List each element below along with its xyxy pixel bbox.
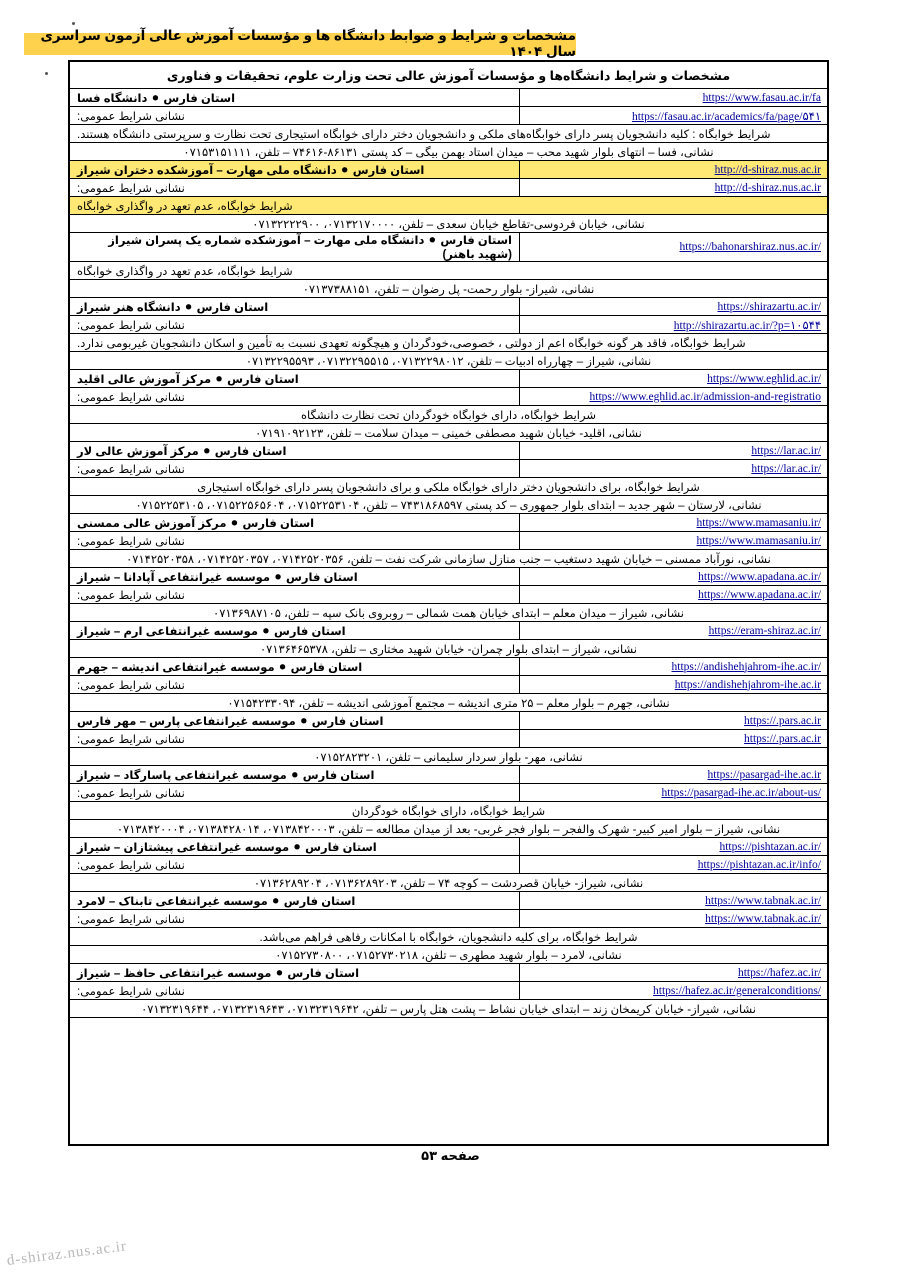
entry-title: استان فارس ⚫ دانشگاه هنر شیراز [77,301,269,314]
entry-title: استان فارس ⚫ دانشگاه فسا [77,92,236,105]
entry-url-link[interactable]: https://lar.ac.ir/ [751,444,821,457]
entry-detail-text: شرایط خوابگاه : کلیه دانشجویان پسر دارای خوابگاه‌های ملکی و دانشجویان دختر دارای خوابگاه استیجاری تحت نظارت و سرپرستی دانشگاه هستند. [77,128,771,141]
table-row [70,143,827,161]
entry-detail-text: نشانی، شیراز – ابتدای بلوار چمران- خیابان شهید مختاری – تلفن، ۰۷۱۳۶۴۶۵۳۷۸ [260,643,637,656]
entry-detail-text: شرایط خوابگاه، برای کلیه دانشجویان، خوابگاه با امکانات رفاهی فراهم می‌باشد. [259,931,638,944]
table-row [70,892,827,910]
entry-url-link[interactable]: https://www.fasau.ac.ir/fa [702,91,821,104]
entry-title: استان فارس ⚫ موسسه غیرانتفاعی پارس – مهر فارس [77,715,384,728]
terms-url-link[interactable]: https://www.tabnak.ac.ir/ [705,912,821,925]
university-table [68,60,829,1146]
table-row [70,946,827,964]
entry-title: استان فارس ⚫ مرکز آموزش عالی اقلید [77,373,299,386]
entry-title: استان فارس ⚫ موسسه غیرانتفاعی ارم – شیراز [77,625,346,638]
entry-detail-text: نشانی، لارستان – شهر جدید – ابتدای بلوار جمهوری – کد پستی ۷۴۳۱۸۶۸۵۹۷ – تلفن، ۰۷۱۵۲۲۵۳۱۰۴، ۰۷۱۵۲۲۵۶۵۶۰۴، ۰۷۱۵۲۲۵۳۱۰۵ [135,499,762,512]
entry-detail-text: نشانی، خیابان فردوسی-تقاطع خیابان سعدی – تلفن، ۰۷۱۳۲۱۷۰۰۰۰، ۰۷۱۳۲۲۲۲۹۰۰ [252,218,645,231]
entry-title: استان فارس ⚫ موسسه غیرانتفاعی اندیشه – جهرم [77,661,363,674]
terms-url-cell [519,460,827,477]
entry-url-cell [519,370,827,387]
table-row [70,640,827,658]
terms-url-cell [519,586,827,603]
entry-detail-text: شرایط خوابگاه، برای دانشجویان دختر دارای خوابگاه ملکی و برای دانشجویان پسر دارای خوابگاه استیجاری [197,481,700,494]
entry-url-cell [519,712,827,729]
terms-url-link[interactable]: http://d-shiraz.nus.ac.ir [714,181,821,194]
entry-url-link[interactable]: https://eram-shiraz.ac.ir/ [708,624,821,637]
table-row [70,280,827,298]
general-terms-label: نشانی شرایط عمومی: [77,110,185,123]
entry-url-link[interactable]: http://d-shiraz.nus.ac.ir [714,163,821,176]
entry-url-link[interactable]: https://.pars.ac.ir [744,714,821,727]
table-row [70,658,827,676]
table-row [70,316,827,334]
table-row [70,730,827,748]
entry-url-cell [519,766,827,783]
entry-url-link[interactable]: https://www.apadana.ac.ir/ [698,570,821,583]
general-terms-label: نشانی شرایط عمومی: [77,913,185,926]
table-row [70,478,827,496]
entry-title: استان فارس ⚫ موسسه غیرانتفاعی حافظ – شیراز [77,967,360,980]
table-row [70,514,827,532]
general-terms-label: نشانی شرایط عمومی: [77,787,185,800]
general-terms-label: نشانی شرایط عمومی: [77,985,185,998]
general-terms-label: نشانی شرایط عمومی: [77,391,185,404]
terms-url-cell [519,910,827,927]
entry-title: استان فارس ⚫ دانشگاه ملی مهارت – آموزشکده دختران شیراز [77,164,425,177]
terms-url-link[interactable]: https://hafez.ac.ir/generalconditions/ [653,984,821,997]
terms-url-cell [519,982,827,999]
entry-url-cell [519,161,827,178]
table-row [70,460,827,478]
entry-url-link[interactable]: https://hafez.ac.ir/ [737,966,821,979]
entry-url-cell [519,622,827,639]
table-row [70,694,827,712]
table-row [70,406,827,424]
table-body [70,89,827,1018]
entry-detail-text: نشانی، لامرد – بلوار شهید مطهری – تلفن، ۰۷۱۵۲۷۳۰۲۱۸، ۰۷۱۵۲۷۳۰۸۰۰ [275,949,622,962]
entry-title: استان فارس ⚫ موسسه غیرانتفاعی پاسارگاد – شیراز [77,769,375,782]
terms-url-link[interactable]: https://www.mamasaniu.ir/ [696,534,821,547]
table-header-text: مشخصات و شرایط دانشگاه‌ها و مؤسسات آموزش عالی تحت وزارت علوم، تحقیقات و فناوری [166,68,731,83]
table-row [70,820,827,838]
table-row [70,352,827,370]
entry-detail-text: نشانی، فسا – انتهای بلوار شهید محب – میدان استاد بهمن بیگی – کد پستی ۸۶۱۳۱-۷۴۶۱۶ – تلفن، ۰۷۱۵۳۱۵۱۱۱۱ [183,146,714,159]
terms-url-cell [519,856,827,873]
terms-url-link[interactable]: https://www.eghlid.ac.ir/admission-and-registratio [589,390,821,403]
table-row [70,874,827,892]
entry-detail-text: شرایط خوابگاه، دارای خوابگاه خودگردان [351,805,546,818]
table-row [70,928,827,946]
terms-url-link[interactable]: https://pishtazan.ac.ir/info/ [697,858,821,871]
entry-detail-text: نشانی، نورآباد ممسنی – خیابان شهید دستغیب – جنب منازل سازمانی شرکت نفت – تلفن، ۰۷۱۴۲۵۲۰۳۵۶، ۰۷۱۴۲۵۲۰۳۵۷، ۰۷۱۴۲۵۲۰۳۵۸ [126,553,771,566]
entry-detail-text: نشانی، شیراز – چهارراه ادبیات – تلفن، ۰۷۱۳۲۲۹۸۰۱۲، ۰۷۱۳۲۲۹۵۵۱۵، ۰۷۱۳۲۲۹۵۵۹۳ [245,355,652,368]
general-terms-label: نشانی شرایط عمومی: [77,733,185,746]
table-row [70,125,827,143]
table-row [70,712,827,730]
table-header [70,62,827,89]
table-row [70,298,827,316]
watermark: d-shiraz.nus.ac.ir [5,1238,128,1270]
table-row [70,262,827,280]
table-row [70,334,827,352]
entry-url-link[interactable]: https://www.eghlid.ac.ir/ [707,372,821,385]
entry-detail-text: نشانی، شیراز – میدان معلم – ابتدای خیابان همت شمالی – روبروی بانک سپه – تلفن، ۰۷۱۳۶۹۸۷۱۰۵ [213,607,684,620]
entry-url-link[interactable]: https://www.mamasaniu.ir/ [696,516,821,529]
table-row [70,604,827,622]
terms-url-cell [519,316,827,333]
entry-title: استان فارس ⚫ مرکز آموزش عالی ممسنی [77,517,315,530]
terms-url-cell [519,388,827,405]
table-row [70,964,827,982]
entry-url-cell [519,658,827,675]
terms-url-cell [519,179,827,196]
entry-url-cell [519,568,827,585]
entry-url-cell [519,298,827,315]
entry-url-cell [519,442,827,459]
table-row [70,856,827,874]
entry-detail-text: نشانی، شیراز- بلوار رحمت- پل رضوان – تلفن، ۰۷۱۳۷۳۸۸۱۵۱ [302,283,595,296]
general-terms-label: نشانی شرایط عمومی: [77,589,185,602]
entry-url-link[interactable]: https://www.tabnak.ac.ir/ [705,894,821,907]
dorm-terms-label: شرایط خوابگاه، عدم تعهد در واگذاری خوابگاه [77,265,293,278]
page-mark-top [72,22,75,25]
table-row [70,388,827,406]
terms-url-cell [519,532,827,549]
entry-title: استان فارس ⚫ مرکز آموزش عالی لار [77,445,287,458]
table-row [70,748,827,766]
entry-url-link[interactable]: https://bahonarshiraz.nus.ac.ir/ [679,241,821,253]
table-row [70,586,827,604]
table-row [70,910,827,928]
table-row [70,784,827,802]
entry-detail-text: شرایط خوابگاه، دارای خوابگاه خودگردان تحت نظارت دانشگاه [301,409,596,422]
table-row [70,179,827,197]
terms-url-link[interactable]: http://shirazartu.ac.ir/?p=۱۰۵۴۴ [673,319,821,332]
table-row [70,838,827,856]
entry-url-cell [519,892,827,909]
page-mark-side [45,72,48,75]
terms-url-link[interactable]: https://www.apadana.ac.ir/ [698,588,821,601]
entry-url-cell [519,233,827,261]
terms-url-link[interactable]: https://lar.ac.ir/ [751,462,821,475]
entry-url-link[interactable]: https://pishtazan.ac.ir/ [719,840,821,853]
entry-url-cell [519,964,827,981]
terms-url-link[interactable]: https://pasargad-ihe.ac.ir/about-us/ [661,786,821,799]
entry-title: استان فارس ⚫ موسسه غیرانتفاعی تابناک – لامرد [77,895,356,908]
entry-detail-text: نشانی، مهر- بلوار سردار سلیمانی – تلفن، ۰۷۱۵۲۸۲۳۲۰۱ [314,751,583,764]
general-terms-label: نشانی شرایط عمومی: [77,859,185,872]
table-row [70,982,827,1000]
dorm-terms-label: شرایط خوابگاه، عدم تعهد در واگذاری خوابگاه [77,200,293,213]
general-terms-label: نشانی شرایط عمومی: [77,182,185,195]
page-number: صفحه ۵۳ [421,1148,480,1163]
table-row [70,89,827,107]
table-row [70,766,827,784]
table-row [70,215,827,233]
general-terms-label: نشانی شرایط عمومی: [77,679,185,692]
general-terms-label: نشانی شرایط عمومی: [77,463,185,476]
entry-title: استان فارس ⚫ موسسه غیرانتفاعی پیشتازان – شیراز [77,841,377,854]
general-terms-label: نشانی شرایط عمومی: [77,319,185,332]
entry-url-link[interactable]: https://shirazartu.ac.ir/ [717,300,821,313]
table-row [70,622,827,640]
banner-title: مشخصات و شرایط و ضوابط دانشگاه ها و مؤسسات آموزش عالی آزمون سراسری سال ۱۴۰۴ [40,28,576,59]
entry-detail-text: نشانی، شیراز – بلوار امیر کبیر- شهرک والفجر – بلوار فجر غربی- بعد از میدان مطالعه – تلفن، ۰۷۱۳۸۴۲۰۰۰۳، ۰۷۱۳۸۴۲۸۰۱۴، ۰۷۱۳۸۴۲۰۰۰۴ [116,823,781,836]
entry-detail-text: نشانی، جهرم – بلوار معلم – ۲۵ متری اندیشه – مجتمع آموزشی اندیشه – تلفن، ۰۷۱۵۴۲۳۳۰۹۴ [227,697,670,710]
terms-url-link[interactable]: https://andishehjahrom-ihe.ac.ir [674,678,821,691]
entry-detail-text: نشانی، اقلید- خیابان شهید مصطفی خمینی – میدان سلامت – تلفن، ۰۷۱۹۱۰۹۲۱۲۳ [255,427,642,440]
table-row [70,197,827,215]
terms-url-cell [519,107,827,124]
terms-url-link[interactable]: https://fasau.ac.ir/academics/fa/page/۵۴۱ [631,110,821,123]
entry-detail-text: شرایط خوابگاه، فاقد هر گونه خوابگاه اعم از دولتی ، خصوصی،خودگردان و هیچگونه تعهدی نسبت به تأمین و اسکان دانشجویان غیربومی ندارد. [77,337,746,350]
entry-url-cell [519,89,827,106]
entry-url-link[interactable]: https://pasargad-ihe.ac.ir [707,768,821,781]
entry-url-link[interactable]: https://andishehjahrom-ihe.ac.ir/ [671,660,821,673]
table-row [70,107,827,125]
table-row [70,233,827,262]
entry-detail-text: نشانی، شیراز- خیابان قصردشت – کوچه ۷۴ – تلفن، ۰۷۱۳۶۲۸۹۲۰۳، ۰۷۱۳۶۲۸۹۲۰۴ [253,877,644,890]
table-row [70,802,827,820]
entry-title: استان فارس ⚫ دانشگاه ملی مهارت – آموزشکده شماره یک پسران شیراز (شهید باهنر) [108,235,512,261]
table-row [70,370,827,388]
table-row [70,568,827,586]
table-row [70,532,827,550]
page-banner [24,28,576,59]
table-row [70,424,827,442]
entry-url-cell [519,514,827,531]
table-row [70,550,827,568]
terms-url-cell [519,730,827,747]
entry-title: استان فارس ⚫ موسسه غیرانتفاعی آپادانا – شیراز [77,571,358,584]
entry-url-cell [519,838,827,855]
terms-url-cell [519,676,827,693]
terms-url-cell [519,784,827,801]
entry-detail-text: نشانی، شیراز- خیابان کریمخان زند – ابتدای خیابان نشاط – پشت هتل پارس – تلفن، ۰۷۱۳۲۳۱۹۶۴۲، ۰۷۱۳۲۳۱۹۶۴۳، ۰۷۱۳۲۳۱۹۶۴۴ [141,1003,756,1016]
general-terms-label: نشانی شرایط عمومی: [77,535,185,548]
table-row [70,442,827,460]
table-row [70,161,827,179]
table-row [70,496,827,514]
terms-url-link[interactable]: https://.pars.ac.ir [744,732,821,745]
table-row [70,676,827,694]
table-row [70,1000,827,1018]
